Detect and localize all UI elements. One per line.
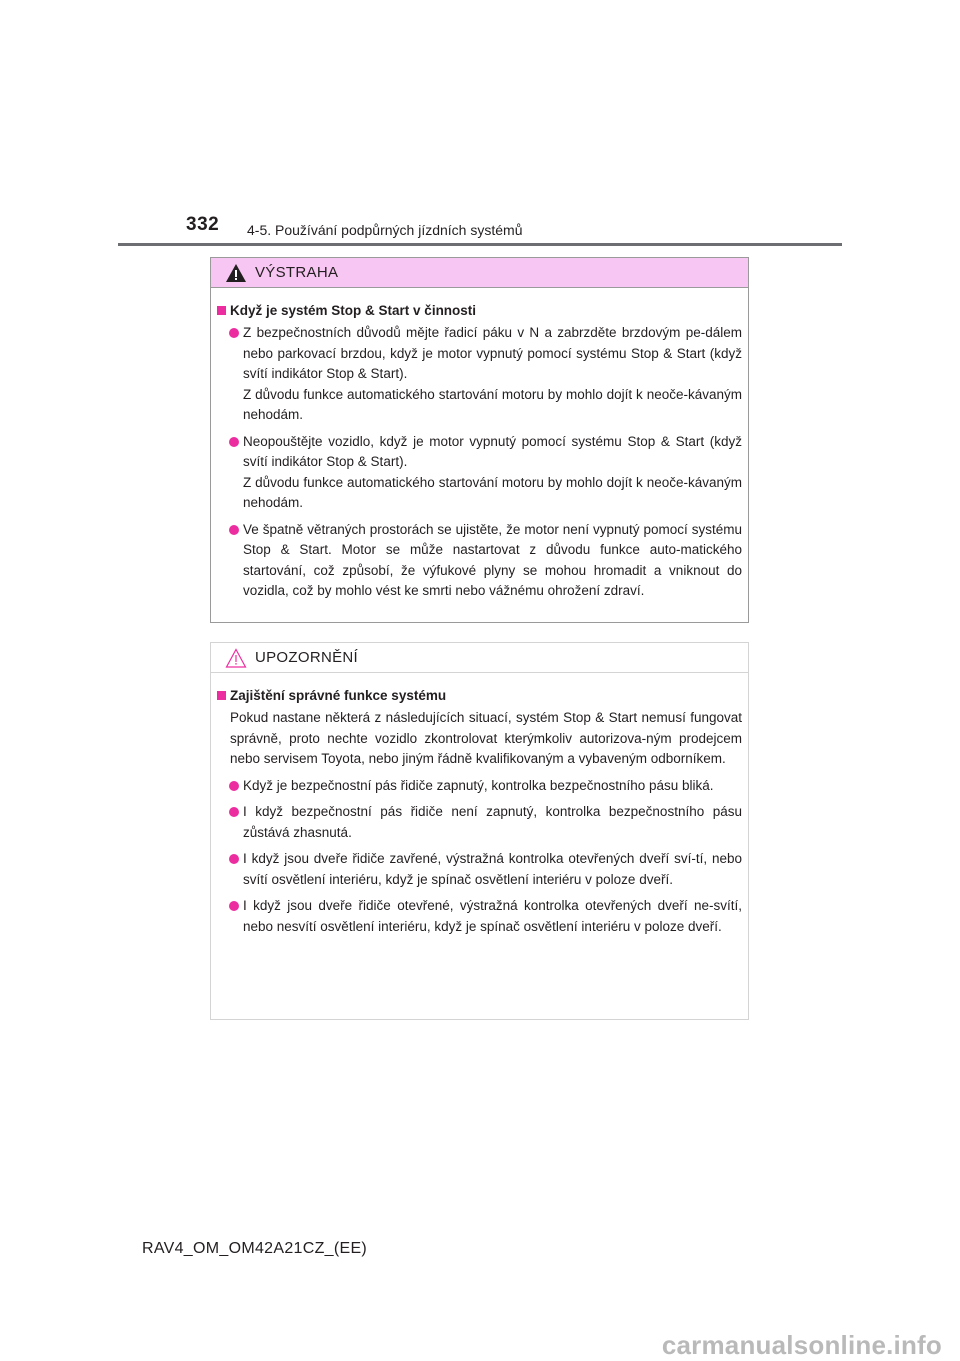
caution-box [210, 642, 749, 1020]
dot-bullet-icon [229, 328, 239, 338]
warning-triangle-icon [225, 263, 247, 283]
dot-bullet-icon [229, 781, 239, 791]
list-item [217, 896, 742, 937]
caution-heading [217, 685, 742, 706]
list-item [217, 849, 742, 890]
warning-label: VÝSTRAHA [255, 264, 339, 281]
caution-heading-text: Zajištění správné funkce systému [230, 688, 447, 703]
dot-bullet-icon [229, 807, 239, 817]
list-item-text: Neopouštějte vozidlo, když je motor vypnutý pomocí systému Stop & Start (když svítí indikátor Stop & Start). Z důvodu funkce automatického startování motoru by mohlo dojít k neoče-kávaným nehodám. [243, 433, 742, 510]
section-title: 4-5. Používání podpůrných jízdních systémů [247, 222, 523, 238]
list-item-text: Když je bezpečnostní pás řidiče zapnutý, kontrolka bezpečnostního pásu bliká. [243, 777, 714, 793]
warning-box [210, 257, 749, 623]
document-code: RAV4_OM_OM42A21CZ_(EE) [142, 1240, 368, 1257]
caution-triangle-icon [225, 648, 247, 668]
warning-heading [217, 300, 742, 321]
warning-heading-text: Když je systém Stop & Start v činnosti [230, 303, 477, 318]
list-item-text: I když bezpečnostní pás řidiče není zapnutý, kontrolka bezpečnostního pásu zůstává zhasnutá. [243, 804, 742, 840]
list-item [217, 776, 742, 797]
list-item-text: Z bezpečnostních důvodů mějte řadicí páku v N a zabrzděte brzdovým pe-dálem nebo parkovací brzdou, když je motor vypnutý pomocí systému Stop & Start (když svítí indikátor Stop & Start). Z důvodu funkce automatického startování motoru by mohlo dojít k neoče-kávaným nehodám. [243, 325, 742, 422]
caution-label: UPOZORNĚNÍ [255, 649, 359, 666]
list-item-text: I když jsou dveře řidiče zavřené, výstražná kontrolka otevřených dveří sví-tí, nebo svítí osvětlení interiéru, když je spínač osvětlení interiéru v poloze dveří. [243, 851, 742, 887]
warning-header [211, 258, 748, 288]
list-item [217, 520, 742, 602]
page-number: 332 [186, 214, 220, 235]
list-item [217, 802, 742, 843]
dot-bullet-icon [229, 854, 239, 864]
caution-header [211, 643, 748, 673]
header-rule [118, 243, 842, 246]
dot-bullet-icon [229, 437, 239, 447]
watermark[interactable]: carmanualsonline.info [661, 1330, 942, 1360]
square-bullet-icon [217, 306, 226, 315]
caution-intro: Pokud nastane některá z následujících situací, systém Stop & Start nemusí fungovat správně, proto nechte vozidlo zkontrolovat kterýmkoliv autorizova-ným prodejcem nebo servisem Toyota, nebo jiným řádně kvalifikovaným a vybaveným odborníkem. [230, 710, 742, 766]
list-item-text: Ve špatně větraných prostorách se ujistěte, že motor není vypnutý pomocí systému Stop & Start. Motor se může nastartovat z důvodu funkce auto-matického startování, což způsobí, že výfukové plyny se mohou hromadit a vniknout do vozidla, což by mohlo vést ke smrti nebo vážnému ohrožení zdraví. [243, 521, 742, 598]
list-item [217, 323, 742, 426]
list-item-text: I když jsou dveře řidiče otevřené, výstražná kontrolka otevřených dveří ne-svítí, nebo nesvítí osvětlení interiéru, když je spínač osvětlení interiéru v poloze dveří. [243, 898, 742, 934]
dot-bullet-icon [229, 525, 239, 535]
dot-bullet-icon [229, 901, 239, 911]
square-bullet-icon [217, 691, 226, 700]
list-item [217, 432, 742, 514]
